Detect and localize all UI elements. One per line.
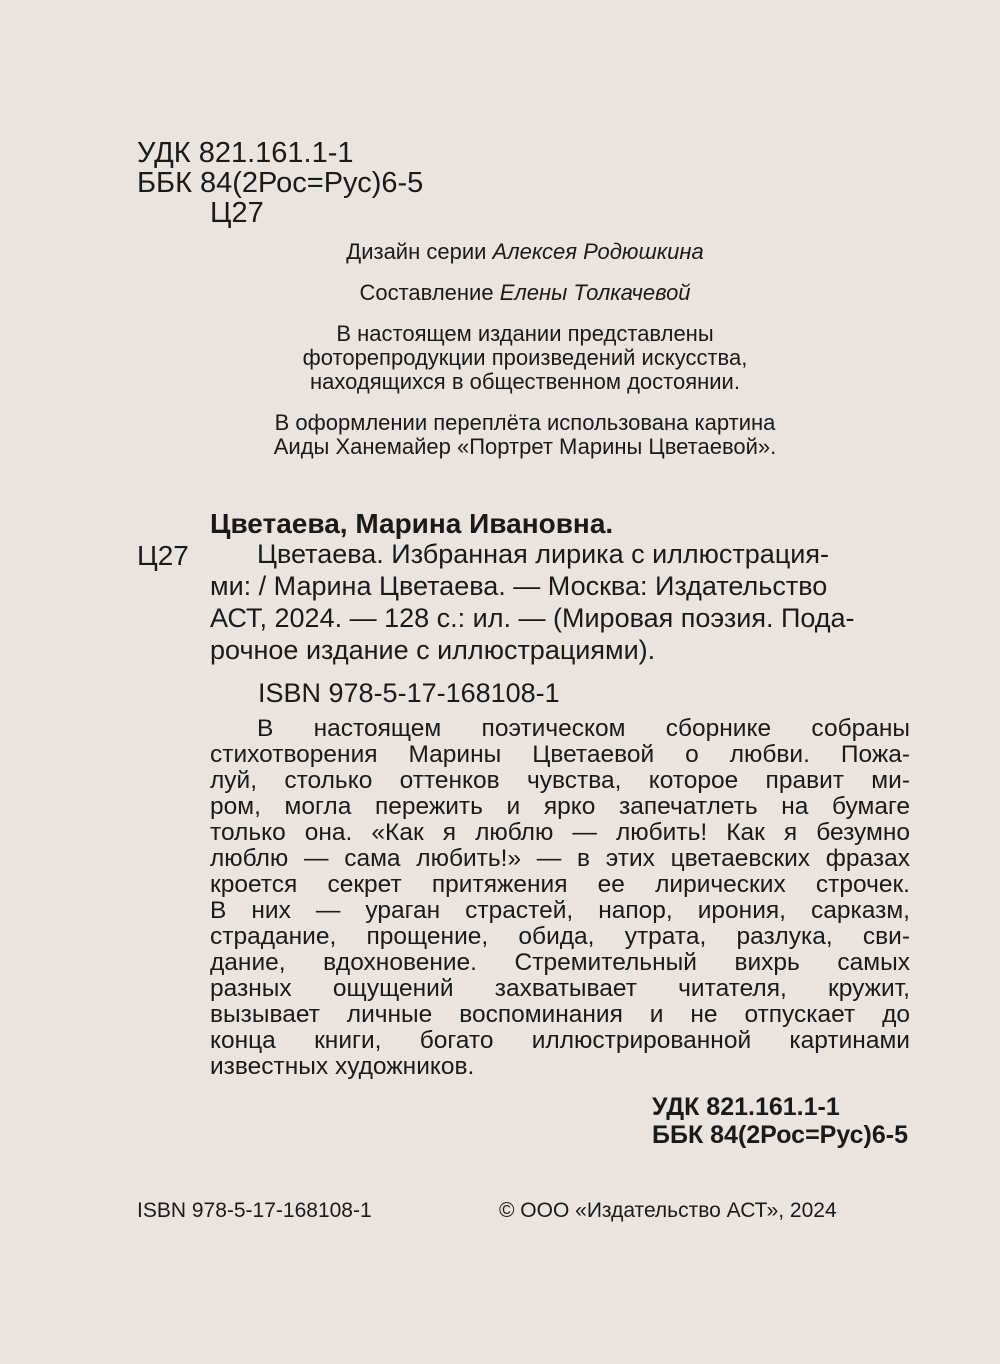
annotation (210, 716, 910, 1080)
compiler-credit: Составление Елены Толкачевой (359, 280, 691, 305)
entry-udk-code: УДК 821.161.1-1 (652, 1093, 840, 1121)
bibliographic-description (210, 538, 910, 666)
annotation-line: вызывает личные воспоминания и не отпускает до (210, 1001, 910, 1028)
annotation-line: только она. «Как я люблю — любить! Как я безумно (210, 819, 910, 846)
annotation-line: ром, могла пережить и ярко запечатлеть на бумаге (210, 793, 910, 820)
annotation-line: известных художников. (210, 1053, 475, 1080)
annotation-line: дание, вдохновение. Стремительный вихрь самых (210, 949, 910, 976)
biblio-line: ми: / Марина Цветаева. — Москва: Издательство (210, 571, 828, 601)
biblio-line: рочное издание с иллюстрациями). (210, 635, 656, 665)
annotation-line: В них — ураган страстей, напор, ирония, сарказм, (210, 897, 910, 924)
cover-art-notice: В оформлении переплёта использована картина Аиды Ханемайер «Портрет Марины Цветаевой». (273, 410, 777, 459)
annotation-line: люблю — сама любить!» — в этих цветаевских фразах (210, 845, 910, 872)
entry-isbn: ISBN 978-5-17-168108-1 (258, 678, 560, 708)
biblio-line: Цветаева. Избранная лирика с иллюстрация- (257, 539, 829, 569)
annotation-line: конца книги, богато иллюстрированной картинами (210, 1027, 910, 1054)
credits-block (200, 240, 850, 476)
annotation-line: стихотворения Марины Цветаевой о любви. Пожа- (210, 741, 910, 768)
entry-author: Цветаева, Марина Ивановна. (210, 508, 614, 539)
entry-bbk-code: ББК 84(2Рос=Рус)6-5 (652, 1121, 908, 1149)
series-design-credit: Дизайн серии Алексея Родюшкина (346, 239, 704, 264)
public-domain-notice: В настоящем издании представлены фоторепродукции произведений искусства, находящихся в общественном достоянии. (302, 321, 748, 394)
author-mark: Ц27 (210, 197, 264, 229)
annotation-line: разных ощущений захватывает читателя, кружит, (210, 975, 910, 1002)
annotation-line: В настоящем поэтическом сборнике собраны (257, 715, 910, 742)
footer-copyright: © ООО «Издательство АСТ», 2024 (499, 1199, 837, 1222)
entry-author-mark: Ц27 (137, 540, 189, 571)
biblio-line: АСТ, 2024. — 128 с.: ил. — (Мировая поэзия. Пода- (210, 603, 855, 633)
annotation-line: страдание, прощение, обида, утрата, разлука, сви- (210, 923, 910, 950)
annotation-line: луй, столько оттенков чувства, которое правит ми- (210, 767, 910, 794)
entry-classification-codes (652, 1093, 908, 1149)
compiler-name: Елены Толкачевой (499, 280, 691, 305)
classification-codes (137, 138, 423, 228)
udk-code: УДК 821.161.1-1 (137, 137, 354, 169)
designer-name: Алексея Родюшкина (492, 239, 704, 264)
bbk-code: ББК 84(2Рос=Рус)6-5 (137, 167, 424, 199)
annotation-line: кроется секрет притяжения ее лирических строчек. (210, 871, 910, 898)
footer-isbn: ISBN 978-5-17-168108-1 (137, 1199, 372, 1222)
